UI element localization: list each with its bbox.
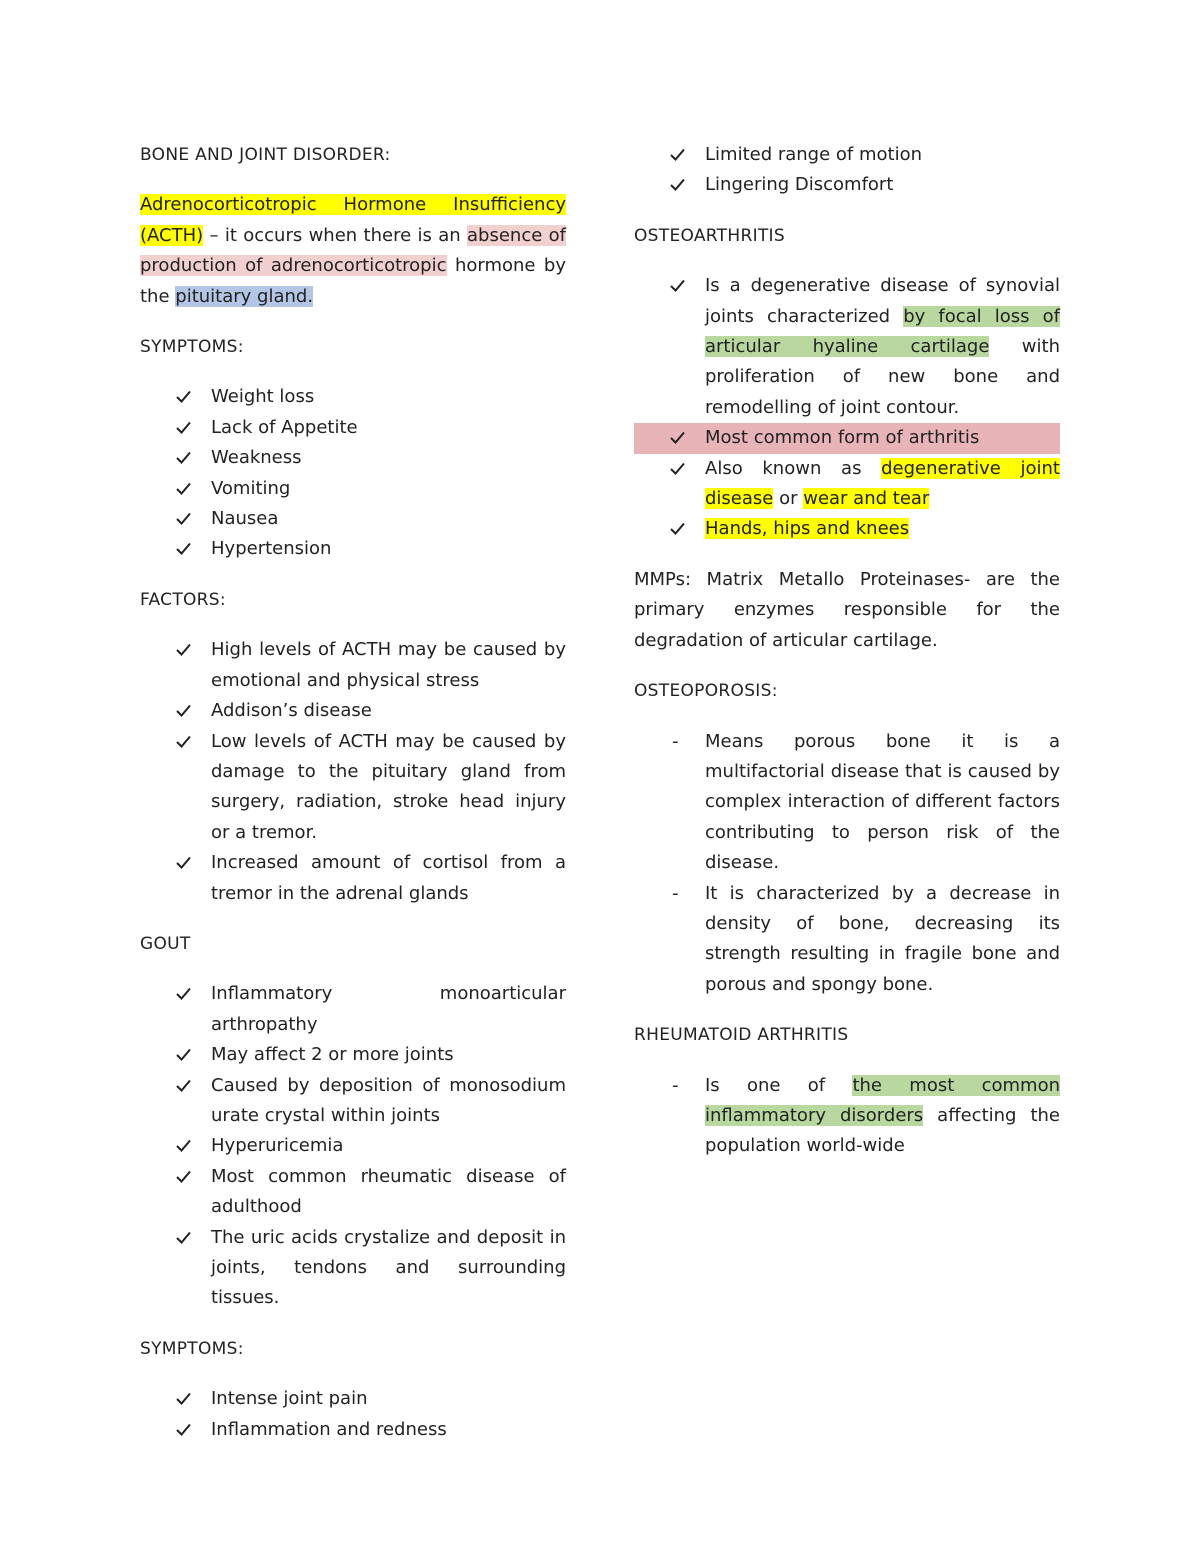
left-column xyxy=(140,140,566,1465)
list-item: Nausea xyxy=(140,504,566,534)
highlight-degenerative: degenerative joint disease xyxy=(705,457,1060,510)
list-item: Inflammation and redness xyxy=(140,1415,566,1445)
list-item: Weakness xyxy=(140,443,566,473)
checkmark-icon xyxy=(670,140,692,170)
gout-list xyxy=(140,979,566,1313)
list-item xyxy=(634,514,1060,544)
dash-bullet: - xyxy=(672,882,679,904)
checkmark-icon xyxy=(670,454,692,484)
list-item: Low levels of ACTH may be caused by damage to the pituitary gland from surgery, radiation, stroke head injury or a tremor. xyxy=(140,727,566,849)
list-item: The uric acids crystalize and deposit in joints, tendons and surrounding tissues. xyxy=(140,1223,566,1314)
checkmark-icon xyxy=(176,1040,198,1070)
list-item: Lack of Appetite xyxy=(140,413,566,443)
list-item: Increased amount of cortisol from a tremor in the adrenal glands xyxy=(140,848,566,909)
checkmark-icon xyxy=(176,696,198,726)
checkmark-icon xyxy=(176,382,198,412)
list-item: - Is one of the most common inflammatory disorders affecting the population world-wide xyxy=(634,1071,1060,1162)
list-item: Lingering Discomfort xyxy=(634,170,1060,200)
list-item: - Means porous bone it is a multifactorial disease that is caused by complex interaction of different factors contributing to person risk of the disease. xyxy=(634,727,1060,879)
checkmark-icon xyxy=(670,423,692,453)
highlight-wear-tear: wear and tear xyxy=(803,488,930,510)
factors-list xyxy=(140,635,566,909)
osteoarthritis-heading: OSTEOARTHRITIS xyxy=(634,225,785,246)
checkmark-icon xyxy=(176,1071,198,1101)
acth-absence: absence of production of adrenocorticotropic xyxy=(140,224,566,277)
osteoporosis-list xyxy=(634,727,1060,1001)
checkmark-icon xyxy=(670,170,692,200)
acth-definition: Adrenocorticotropic Hormone Insufficiency (ACTH) – it occurs when there is an absence of production of adrenocorticotropic hormone by the pituitary gland. xyxy=(140,194,567,307)
osteoarthritis-list xyxy=(634,271,1060,545)
rheumatoid-heading: RHEUMATOID ARTHRITIS xyxy=(634,1025,849,1046)
list-item: High levels of ACTH may be caused by emotional and physical stress xyxy=(140,635,566,696)
mmps-definition: MMPs: Matrix Metallo Proteinases- are the primary enzymes responsible for the degradation of articular cartilage. xyxy=(634,568,1060,651)
list-item: Weight loss xyxy=(140,382,566,412)
checkmark-icon xyxy=(176,1384,198,1414)
list-item: Addison’s disease xyxy=(140,696,566,726)
dash-bullet: - xyxy=(672,730,679,752)
dash-bullet: - xyxy=(672,1074,679,1096)
gout-symptoms-continued xyxy=(634,140,1060,201)
checkmark-icon xyxy=(176,1223,198,1253)
checkmark-icon xyxy=(670,514,692,544)
osteoporosis-heading: OSTEOPOROSIS: xyxy=(634,681,778,702)
checkmark-icon xyxy=(176,1131,198,1161)
list-item-highlighted: Most common form of arthritis xyxy=(634,423,1060,453)
checkmark-icon xyxy=(176,635,198,665)
checkmark-icon xyxy=(176,443,198,473)
list-item: Caused by deposition of monosodium urate crystal within joints xyxy=(140,1071,566,1132)
checkmark-icon xyxy=(176,1415,198,1445)
right-column xyxy=(634,140,1060,1182)
list-item: Limited range of motion xyxy=(634,140,1060,170)
factors-heading: FACTORS: xyxy=(140,589,226,610)
list-item: Intense joint pain xyxy=(140,1384,566,1414)
symptoms-list xyxy=(140,382,566,564)
checkmark-icon xyxy=(176,474,198,504)
gout-heading: GOUT xyxy=(140,933,191,954)
symptoms-heading: SYMPTOMS: xyxy=(140,337,244,358)
list-item: Hypertension xyxy=(140,534,566,564)
gout-symptoms-list xyxy=(140,1384,566,1445)
rheumatoid-list xyxy=(634,1071,1060,1162)
list-item: Hyperuricemia xyxy=(140,1131,566,1161)
acth-term: Adrenocorticotropic Hormone Insufficiency (ACTH) xyxy=(140,194,566,246)
document-title: BONE AND JOINT DISORDER: xyxy=(140,145,391,165)
acth-gland: pituitary gland. xyxy=(175,285,314,307)
checkmark-icon xyxy=(176,727,198,757)
highlight-inflammatory: the most common inflammatory disorders xyxy=(705,1074,1060,1126)
checkmark-icon xyxy=(176,534,198,564)
list-item: May affect 2 or more joints xyxy=(140,1040,566,1070)
checkmark-icon xyxy=(176,1162,198,1192)
highlight-cartilage: by focal loss of articular hyaline cartilage xyxy=(705,305,1061,358)
list-item: Inflammatory monoarticular arthropathy xyxy=(140,979,566,1040)
checkmark-icon xyxy=(670,271,692,301)
checkmark-icon xyxy=(176,848,198,878)
gout-symptoms-heading: SYMPTOMS: xyxy=(140,1338,244,1359)
list-item: Most common rheumatic disease of adulthood xyxy=(140,1162,566,1223)
highlight-joints: Hands, hips and knees xyxy=(705,518,910,540)
checkmark-icon xyxy=(176,504,198,534)
checkmark-icon xyxy=(176,979,198,1009)
list-item: Also known as degenerative joint disease or wear and tear xyxy=(634,454,1060,515)
checkmark-icon xyxy=(176,413,198,443)
list-item: Is a degenerative disease of synovial joints characterized by focal loss of articular hyaline cartilage with proliferation of new bone and remodelling of joint contour. xyxy=(634,271,1060,423)
list-item: Vomiting xyxy=(140,474,566,504)
list-item: - It is characterized by a decrease in density of bone, decreasing its strength resulting in fragile bone and porous and spongy bone. xyxy=(634,879,1060,1001)
